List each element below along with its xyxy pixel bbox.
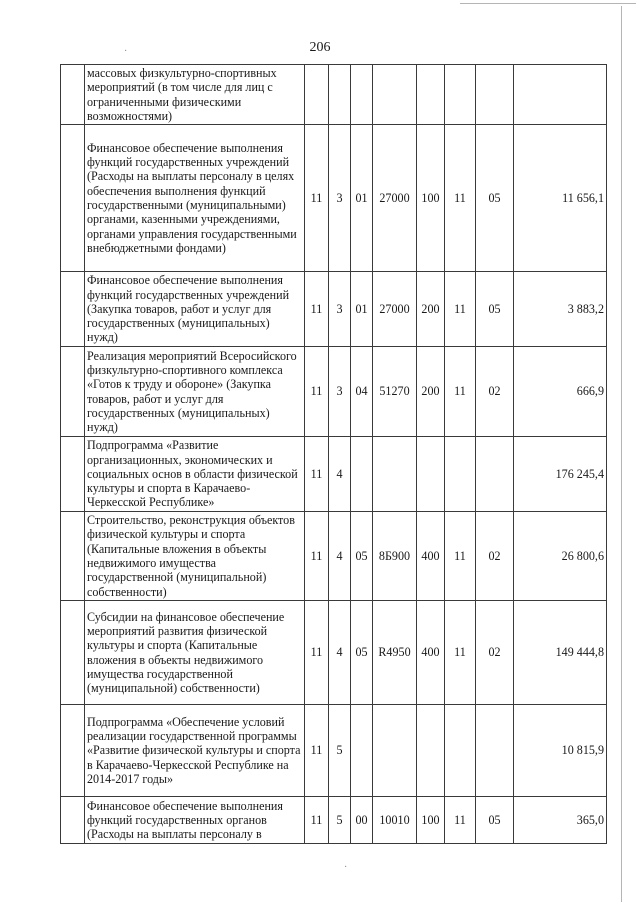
- table-row: [61, 272, 607, 347]
- code-cell: 11: [305, 512, 329, 601]
- code-cell: 3: [329, 272, 351, 347]
- code-cell: 3: [329, 347, 351, 437]
- code-cell: 5: [329, 797, 351, 844]
- scan-artifact: ·: [344, 862, 348, 873]
- amount-cell: 26 800,6: [514, 512, 607, 601]
- code-cell: 01: [351, 272, 373, 347]
- code-cell: [476, 65, 514, 125]
- code-cell: [351, 437, 373, 512]
- budget-allocation-table: [60, 64, 607, 844]
- table-cell-blank: [61, 797, 85, 844]
- code-cell: 4: [329, 512, 351, 601]
- table-row: [61, 601, 607, 705]
- table-row: [61, 797, 607, 844]
- code-cell: [351, 705, 373, 797]
- table-cell-blank: [61, 347, 85, 437]
- code-cell: [445, 437, 476, 512]
- scan-edge-line-right: [621, 6, 622, 902]
- row-description: Строительство, реконструкция объектов физической культуры и спорта (Капитальные вложения в объекты недвижимого имущества государственной (муниципальной) собственности): [85, 512, 305, 601]
- amount-cell: 176 245,4: [514, 437, 607, 512]
- code-cell: [351, 65, 373, 125]
- code-cell: 200: [417, 347, 445, 437]
- code-cell: [476, 705, 514, 797]
- code-cell: 02: [476, 512, 514, 601]
- code-cell: 11: [305, 705, 329, 797]
- amount-cell: 11 656,1: [514, 125, 607, 272]
- code-cell: 05: [351, 601, 373, 705]
- code-cell: R4950: [373, 601, 417, 705]
- code-cell: 02: [476, 347, 514, 437]
- code-cell: [373, 705, 417, 797]
- code-cell: [445, 705, 476, 797]
- table-cell-blank: [61, 705, 85, 797]
- row-description: Финансовое обеспечение выполнения функций государственных органов (Расходы на выплаты персоналу в: [85, 797, 305, 844]
- code-cell: 11: [445, 797, 476, 844]
- code-cell: 11: [445, 272, 476, 347]
- amount-cell: [514, 65, 607, 125]
- code-cell: 400: [417, 512, 445, 601]
- code-cell: 4: [329, 437, 351, 512]
- code-cell: 200: [417, 272, 445, 347]
- code-cell: [373, 65, 417, 125]
- amount-cell: 149 444,8: [514, 601, 607, 705]
- code-cell: 100: [417, 125, 445, 272]
- code-cell: [329, 65, 351, 125]
- table-row: [61, 437, 607, 512]
- row-description: массовых физкультурно-спортивных мероприятий (в том числе для лиц с ограниченными физическими возможностями): [85, 65, 305, 125]
- amount-cell: 3 883,2: [514, 272, 607, 347]
- code-cell: 10010: [373, 797, 417, 844]
- amount-cell: 10 815,9: [514, 705, 607, 797]
- table-row: [61, 705, 607, 797]
- code-cell: 05: [476, 125, 514, 272]
- code-cell: [417, 705, 445, 797]
- table-row: [61, 65, 607, 125]
- code-cell: 11: [305, 437, 329, 512]
- table-row: [61, 347, 607, 437]
- code-cell: 400: [417, 601, 445, 705]
- code-cell: [476, 437, 514, 512]
- code-cell: 27000: [373, 272, 417, 347]
- table-cell-blank: [61, 125, 85, 272]
- table-row: [61, 512, 607, 601]
- code-cell: [305, 65, 329, 125]
- table-row: [61, 125, 607, 272]
- row-description: Подпрограмма «Обеспечение условий реализации государственной программы «Развитие физической культуры и спорта в Карачаево-Черкесской Республике на 2014-2017 годы»: [85, 705, 305, 797]
- code-cell: 05: [476, 272, 514, 347]
- code-cell: 5: [329, 705, 351, 797]
- code-cell: 01: [351, 125, 373, 272]
- code-cell: [373, 437, 417, 512]
- code-cell: 11: [305, 125, 329, 272]
- amount-cell: 666,9: [514, 347, 607, 437]
- row-description: Подпрограмма «Развитие организационных, экономических и социальных основ в области физической культуры и спорта в Карачаево-Черкесской Республике»: [85, 437, 305, 512]
- code-cell: 11: [445, 347, 476, 437]
- amount-cell: 365,0: [514, 797, 607, 844]
- code-cell: 27000: [373, 125, 417, 272]
- table-cell-blank: [61, 65, 85, 125]
- code-cell: 11: [305, 797, 329, 844]
- table-cell-blank: [61, 437, 85, 512]
- scan-artifact: ·: [124, 46, 128, 57]
- code-cell: 11: [305, 272, 329, 347]
- code-cell: 100: [417, 797, 445, 844]
- code-cell: 11: [445, 601, 476, 705]
- page-number: 206: [309, 40, 331, 55]
- code-cell: 11: [445, 512, 476, 601]
- code-cell: 00: [351, 797, 373, 844]
- code-cell: [417, 65, 445, 125]
- code-cell: 8Б900: [373, 512, 417, 601]
- row-description: Финансовое обеспечение выполнения функций государственных учреждений (Закупка товаров, работ и услуг для государственных (муниципальных) нужд): [85, 272, 305, 347]
- table-cell-blank: [61, 601, 85, 705]
- row-description: Субсидии на финансовое обеспечение мероприятий развития физической культуры и спорта (Капитальные вложения в объекты недвижимого имущества государственной (муниципальной) собственности): [85, 601, 305, 705]
- code-cell: 05: [351, 512, 373, 601]
- row-description: Реализация мероприятий Всеросийского физкультурно-спортивного комплекса «Готов к труду и обороне» (Закупка товаров, работ и услуг для государственных (муниципальных) нужд): [85, 347, 305, 437]
- code-cell: 02: [476, 601, 514, 705]
- code-cell: 11: [305, 347, 329, 437]
- code-cell: 11: [445, 125, 476, 272]
- code-cell: 3: [329, 125, 351, 272]
- table-cell-blank: [61, 512, 85, 601]
- code-cell: 51270: [373, 347, 417, 437]
- code-cell: [445, 65, 476, 125]
- table-cell-blank: [61, 272, 85, 347]
- code-cell: [417, 437, 445, 512]
- scan-edge-line-top: [460, 3, 636, 4]
- row-description: Финансовое обеспечение выполнения функций государственных учреждений (Расходы на выплаты персоналу в целях обеспечения выполнения функций государственными (муниципальными) органами, казенными учреждениями, органами управления государственными внебюджетными фондами): [85, 125, 305, 272]
- code-cell: 4: [329, 601, 351, 705]
- code-cell: 11: [305, 601, 329, 705]
- code-cell: 05: [476, 797, 514, 844]
- code-cell: 04: [351, 347, 373, 437]
